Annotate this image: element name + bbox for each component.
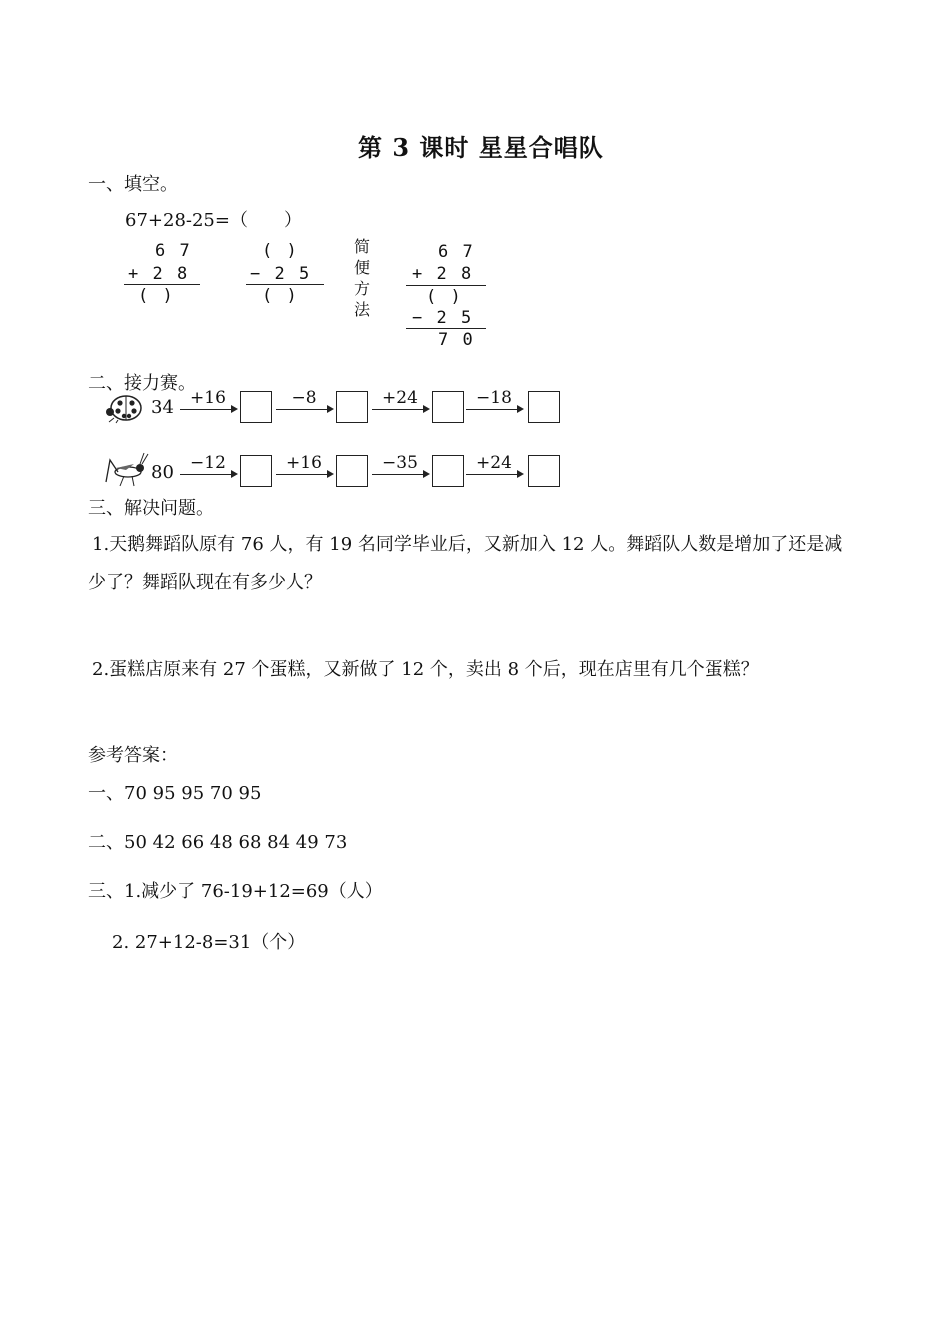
chain1-op-2: −8 [291, 388, 317, 408]
chain1-op-4: −18 [476, 388, 512, 408]
chain1-start: 34 [151, 397, 174, 418]
chain2-arrow-4 [466, 474, 522, 475]
calc2-row2: − 2 5 [250, 264, 312, 284]
answer-box[interactable] [432, 455, 464, 487]
chain1-arrow-2 [276, 409, 332, 410]
calc1-row3: ( ) [138, 286, 175, 306]
answer-box[interactable] [336, 455, 368, 487]
calc1-row1: 6 7 [155, 241, 192, 261]
calc2-row1: ( ) [262, 241, 299, 261]
chain2-op-3: −35 [382, 453, 418, 473]
chain2-arrow-2 [276, 474, 332, 475]
answer-line-4: 2. 27+12-8=31（个） [112, 932, 306, 953]
answer-box[interactable] [336, 391, 368, 423]
answer-box[interactable] [240, 391, 272, 423]
grasshopper-icon [104, 452, 150, 488]
section-2-heading: 二、接力赛。 [88, 373, 196, 394]
question-1-line-2: 少了？舞蹈队现在有多少人？ [88, 572, 322, 593]
calc2-line [246, 284, 324, 285]
calc1-line [124, 284, 200, 285]
chain2-op-1: −12 [190, 453, 226, 473]
simple-method-label: 简便方法 [353, 237, 370, 319]
calc3-row4: − 2 5 [412, 308, 474, 328]
chain2-arrow-3 [372, 474, 428, 475]
answer-line-1: 一、70 95 95 70 95 [88, 783, 262, 804]
answer-line-3: 三、1.减少了 76-19+12=69（人） [88, 881, 383, 902]
chain2-arrow-1 [180, 474, 236, 475]
calc3-row1: 6 7 [438, 242, 475, 262]
calc3-row5: 7 0 [438, 330, 475, 350]
calc3-row2: + 2 8 [412, 264, 474, 284]
page-title: 第 3 课时 星星合唱队 [358, 133, 604, 162]
calc3-line-2 [406, 328, 486, 329]
chain2-op-4: +24 [476, 453, 512, 473]
question-2: 2.蛋糕店原来有 27 个蛋糕，又新做了 12 个，卖出 8 个后，现在店里有几个蛋糕？ [92, 659, 759, 680]
answer-line-2: 二、50 42 66 48 68 84 49 73 [88, 832, 348, 853]
section-1-heading: 一、填空。 [88, 174, 178, 195]
question-1-line-1: 1.天鹅舞蹈队原有 76 人，有 19 名同学毕业后，又新加入 12 人。舞蹈队人数是增加了还是减 [92, 534, 843, 555]
chain1-arrow-4 [466, 409, 522, 410]
answer-box[interactable] [528, 391, 560, 423]
chain1-op-1: +16 [190, 388, 226, 408]
equation: 67+28-25=（ ） [125, 210, 302, 231]
answers-heading: 参考答案： [88, 745, 178, 766]
chain2-op-2: +16 [286, 453, 322, 473]
answer-box[interactable] [432, 391, 464, 423]
chain1-arrow-1 [180, 409, 236, 410]
answer-box[interactable] [240, 455, 272, 487]
section-3-heading: 三、解决问题。 [88, 498, 214, 519]
calc3-row3: ( ) [426, 287, 463, 307]
chain1-op-3: +24 [382, 388, 418, 408]
answer-box[interactable] [528, 455, 560, 487]
ladybug-icon [104, 390, 144, 424]
calc3-line-1 [406, 285, 486, 286]
chain2-start: 80 [151, 462, 174, 483]
calc2-row3: ( ) [262, 286, 299, 306]
chain1-arrow-3 [372, 409, 428, 410]
calc1-row2: + 2 8 [128, 264, 190, 284]
